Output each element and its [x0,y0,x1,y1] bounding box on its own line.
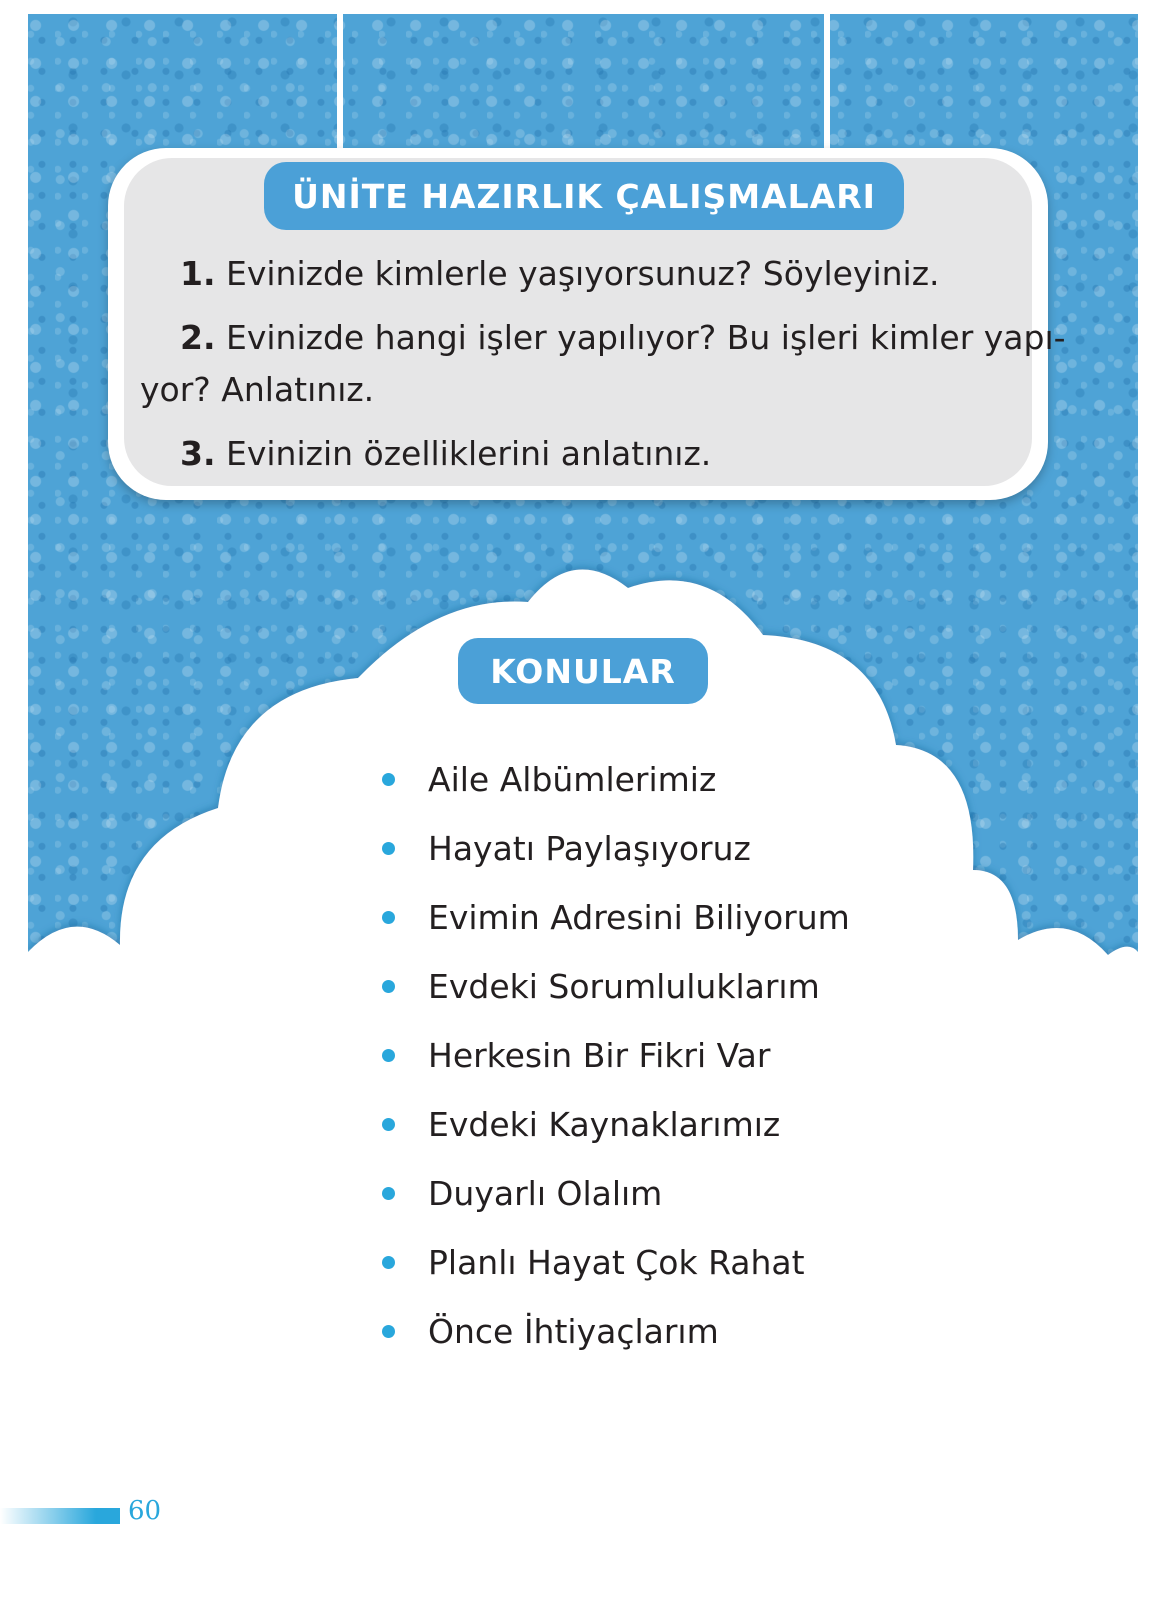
question-number: 2. [180,318,216,357]
topic-label: Planlı Hayat Çok Rahat [428,1243,805,1282]
topic-item [382,1174,850,1243]
topic-item [382,1105,850,1174]
topic-label: Evdeki Kaynaklarımız [428,1105,781,1144]
bullet-icon [382,1325,395,1338]
bullet-icon [382,1118,395,1131]
question-3 [180,434,711,473]
topic-label: Aile Albümlerimiz [428,760,717,799]
topic-item [382,760,850,829]
page-number: 60 [128,1496,162,1526]
bullet-icon [382,980,395,993]
question-number: 3. [180,434,216,473]
topic-label: Herkesin Bir Fikri Var [428,1036,771,1075]
bullet-icon [382,1187,395,1200]
topic-list [382,760,850,1381]
topic-item [382,1036,850,1105]
question-2-continuation: yor? Anlatınız. [140,370,375,409]
bullet-icon [382,1049,395,1062]
topic-item [382,1243,850,1312]
hanger-line-right [824,14,830,154]
topic-item [382,967,850,1036]
question-2 [180,318,1066,357]
page-number-bar [0,1508,120,1524]
topic-label: Evdeki Sorumluluklarım [428,967,820,1006]
topic-label: Evimin Adresini Biliyorum [428,898,850,937]
topic-label: Hayatı Paylaşıyoruz [428,829,751,868]
topics-title: KONULAR [458,638,708,704]
topic-item [382,829,850,898]
question-text: Evinizde hangi işler yapılıyor? Bu işleri kimler yapı- [215,318,1066,357]
bullet-icon [382,842,395,855]
hanger-line-left [337,14,343,154]
topic-label: Önce İhtiyaçlarım [428,1312,719,1351]
topic-item [382,898,850,967]
preparation-title: ÜNİTE HAZIRLIK ÇALIŞMALARI [264,162,904,230]
question-number: 1. [180,254,216,293]
bullet-icon [382,1256,395,1269]
topic-item [382,1312,850,1381]
question-text: Evinizin özelliklerini anlatınız. [215,434,712,473]
question-1 [180,254,940,293]
bullet-icon [382,911,395,924]
bullet-icon [382,773,395,786]
question-text: Evinizde kimlerle yaşıyorsunuz? Söyleyiniz. [215,254,940,293]
topic-label: Duyarlı Olalım [428,1174,663,1213]
